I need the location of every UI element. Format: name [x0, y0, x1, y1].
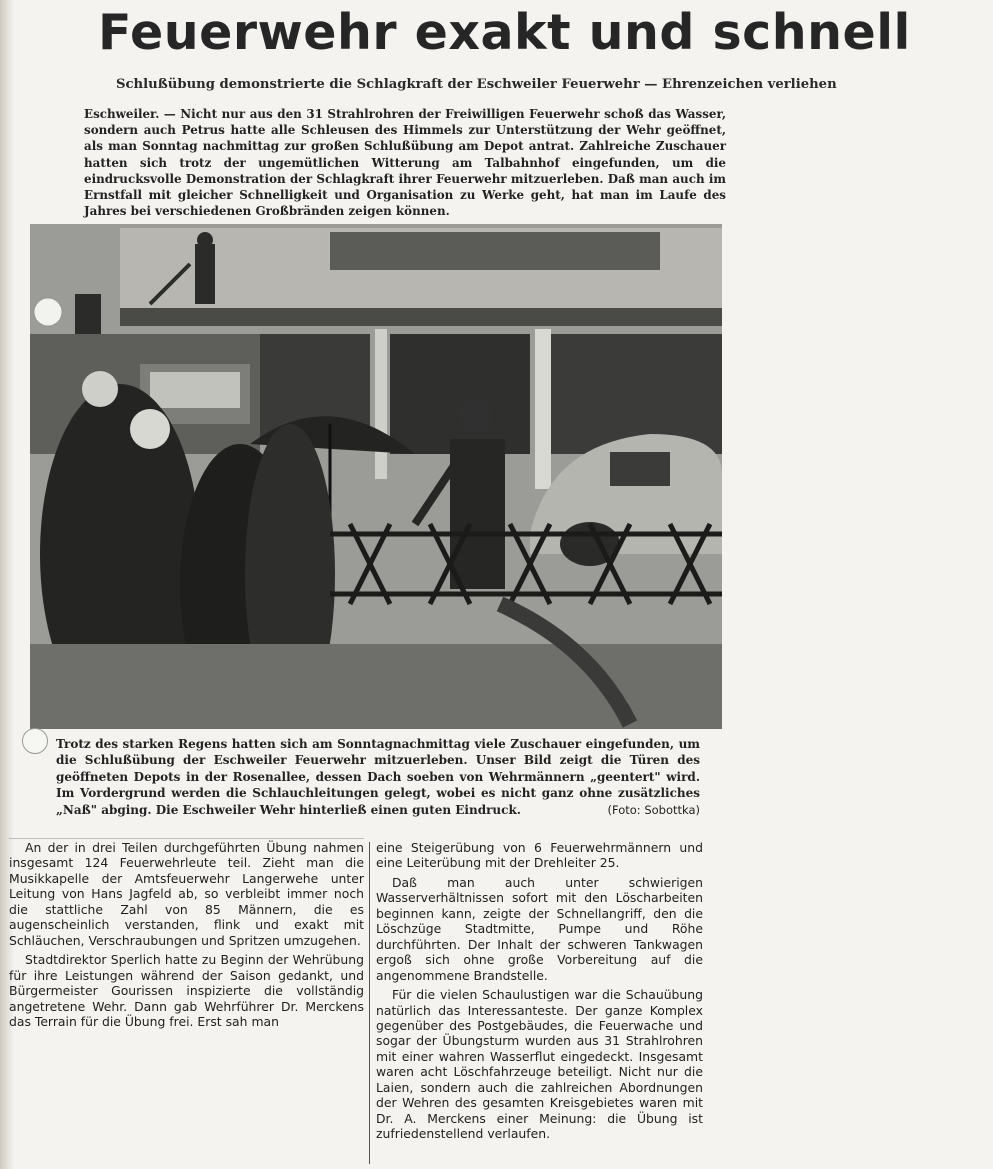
- photo-credit: (Foto: Sobottka): [607, 802, 700, 817]
- body-column-2: [376, 840, 703, 1146]
- column-top-rule: [9, 838, 364, 839]
- column-1-paragraph-1: An der in drei Teilen durchgeführten Übung nahmen insgesamt 124 Feuerwehrleute teil. Zieht man die Musikkapelle der Amtsfeuerwehr Langerwehe unter Leitung von Hans Jagfeld ab, so verbleibt immer noch die stattliche Zahl von 85 Männern, die es augenscheinlich verstanden, flink und exakt mit Schläuchen, Verschraubungen und Spritzen umzugehen.: [9, 840, 364, 948]
- body-column-1: [9, 840, 364, 1033]
- column-2-paragraph-2: Daß man auch unter schwierigen Wasserverhältnissen sofort mit den Löscharbeiten beginnen kann, zeigte der Schnellangriff, den die Löschzüge Stadtmitte, Pumpe und Röhe durchführten. Der Inhalt der schweren Tankwagen ergoß sich ohne große Vorbereitung auf die angenommene Brandstelle.: [376, 874, 703, 983]
- caption-text: Trotz des starken Regens hatten sich am Sonntagnachmittag viele Zuschauer eingefunden, um die Schlußübung der Eschweiler Feuerwehr mitzuerleben. Unser Bild zeigt die Türen des geöffneten Depots in der Rosenallee, dessen Dach soeben von Wehrmännern „geentert" wird. Im Vordergrund werden die Schlauchleitungen gelegt, wobei es nicht ganz ohne zusätzliches „Naß" abging. Die Eschweiler Wehr hinterließ einen guten Eindruck.: [56, 737, 700, 817]
- column-2-paragraph-3: Für die vielen Schaulustigen war die Schauübung natürlich das Interessanteste. Der ganze Komplex gegenüber des Postgebäudes, die Feuerwache und sogar der Übungsturm wurden aus 31 Strahlrohren mit einer wahren Wasserflut eingedeckt. Insgesamt waren acht Löschfahrzeuge beteiligt. Nicht nur die Laien, sondern auch die zahlreichen Abordnungen der Wehren des gesamten Kreisgebietes waren mit Dr. A. Merckens einer Meinung: die Übung ist zufriedenstellend verlaufen.: [376, 987, 703, 1142]
- headline: Feuerwehr exakt und schnell: [98, 4, 911, 61]
- photo-caption: [56, 736, 700, 818]
- photo-illustration: [30, 224, 722, 729]
- lead-paragraph: Eschweiler. — Nicht nur aus den 31 Strahlrohren der Freiwilligen Feuerwehr schoß das Wasser, sondern auch Petrus hatte alle Schleusen des Himmels zur Unterstützung der Wehr geöffnet, als man Sonntag nachmittag zur großen Schlußübung am Depot antrat. Zahlreiche Zuschauer hatten sich trotz der ungemütlichen Witterung am Talbahnhof eingefunden, um die eindrucksvolle Demonstration der Schlagkraft ihrer Feuerwehr mitzuerleben. Daß man auch im Ernstfall mit gleicher Schnelligkeit und Organisation zu Werke geht, hat man im Laufe des Jahres bei verschiedenen Großbränden zeigen können.: [84, 107, 726, 219]
- news-photo: [30, 224, 722, 729]
- column-2-paragraph-1: eine Steigerübung von 6 Feuerwehrmännern und eine Leiterübung mit der Drehleiter 25.: [376, 840, 703, 871]
- subheadline: Schlußübung demonstrierte die Schlagkraft der Eschweiler Feuerwehr — Ehrenzeichen verliehen: [116, 77, 837, 92]
- column-1-paragraph-2: Stadtdirektor Sperlich hatte zu Beginn der Wehrübung für ihre Leistungen während der Saison gedankt, und Bürgermeister Gourissen inspizierte die vollständig angetretene Wehr. Dann gab Wehrführer Dr. Merckens das Terrain für die Übung frei. Erst sah man: [9, 952, 364, 1029]
- punch-hole: [22, 728, 48, 754]
- column-divider: [369, 842, 370, 1164]
